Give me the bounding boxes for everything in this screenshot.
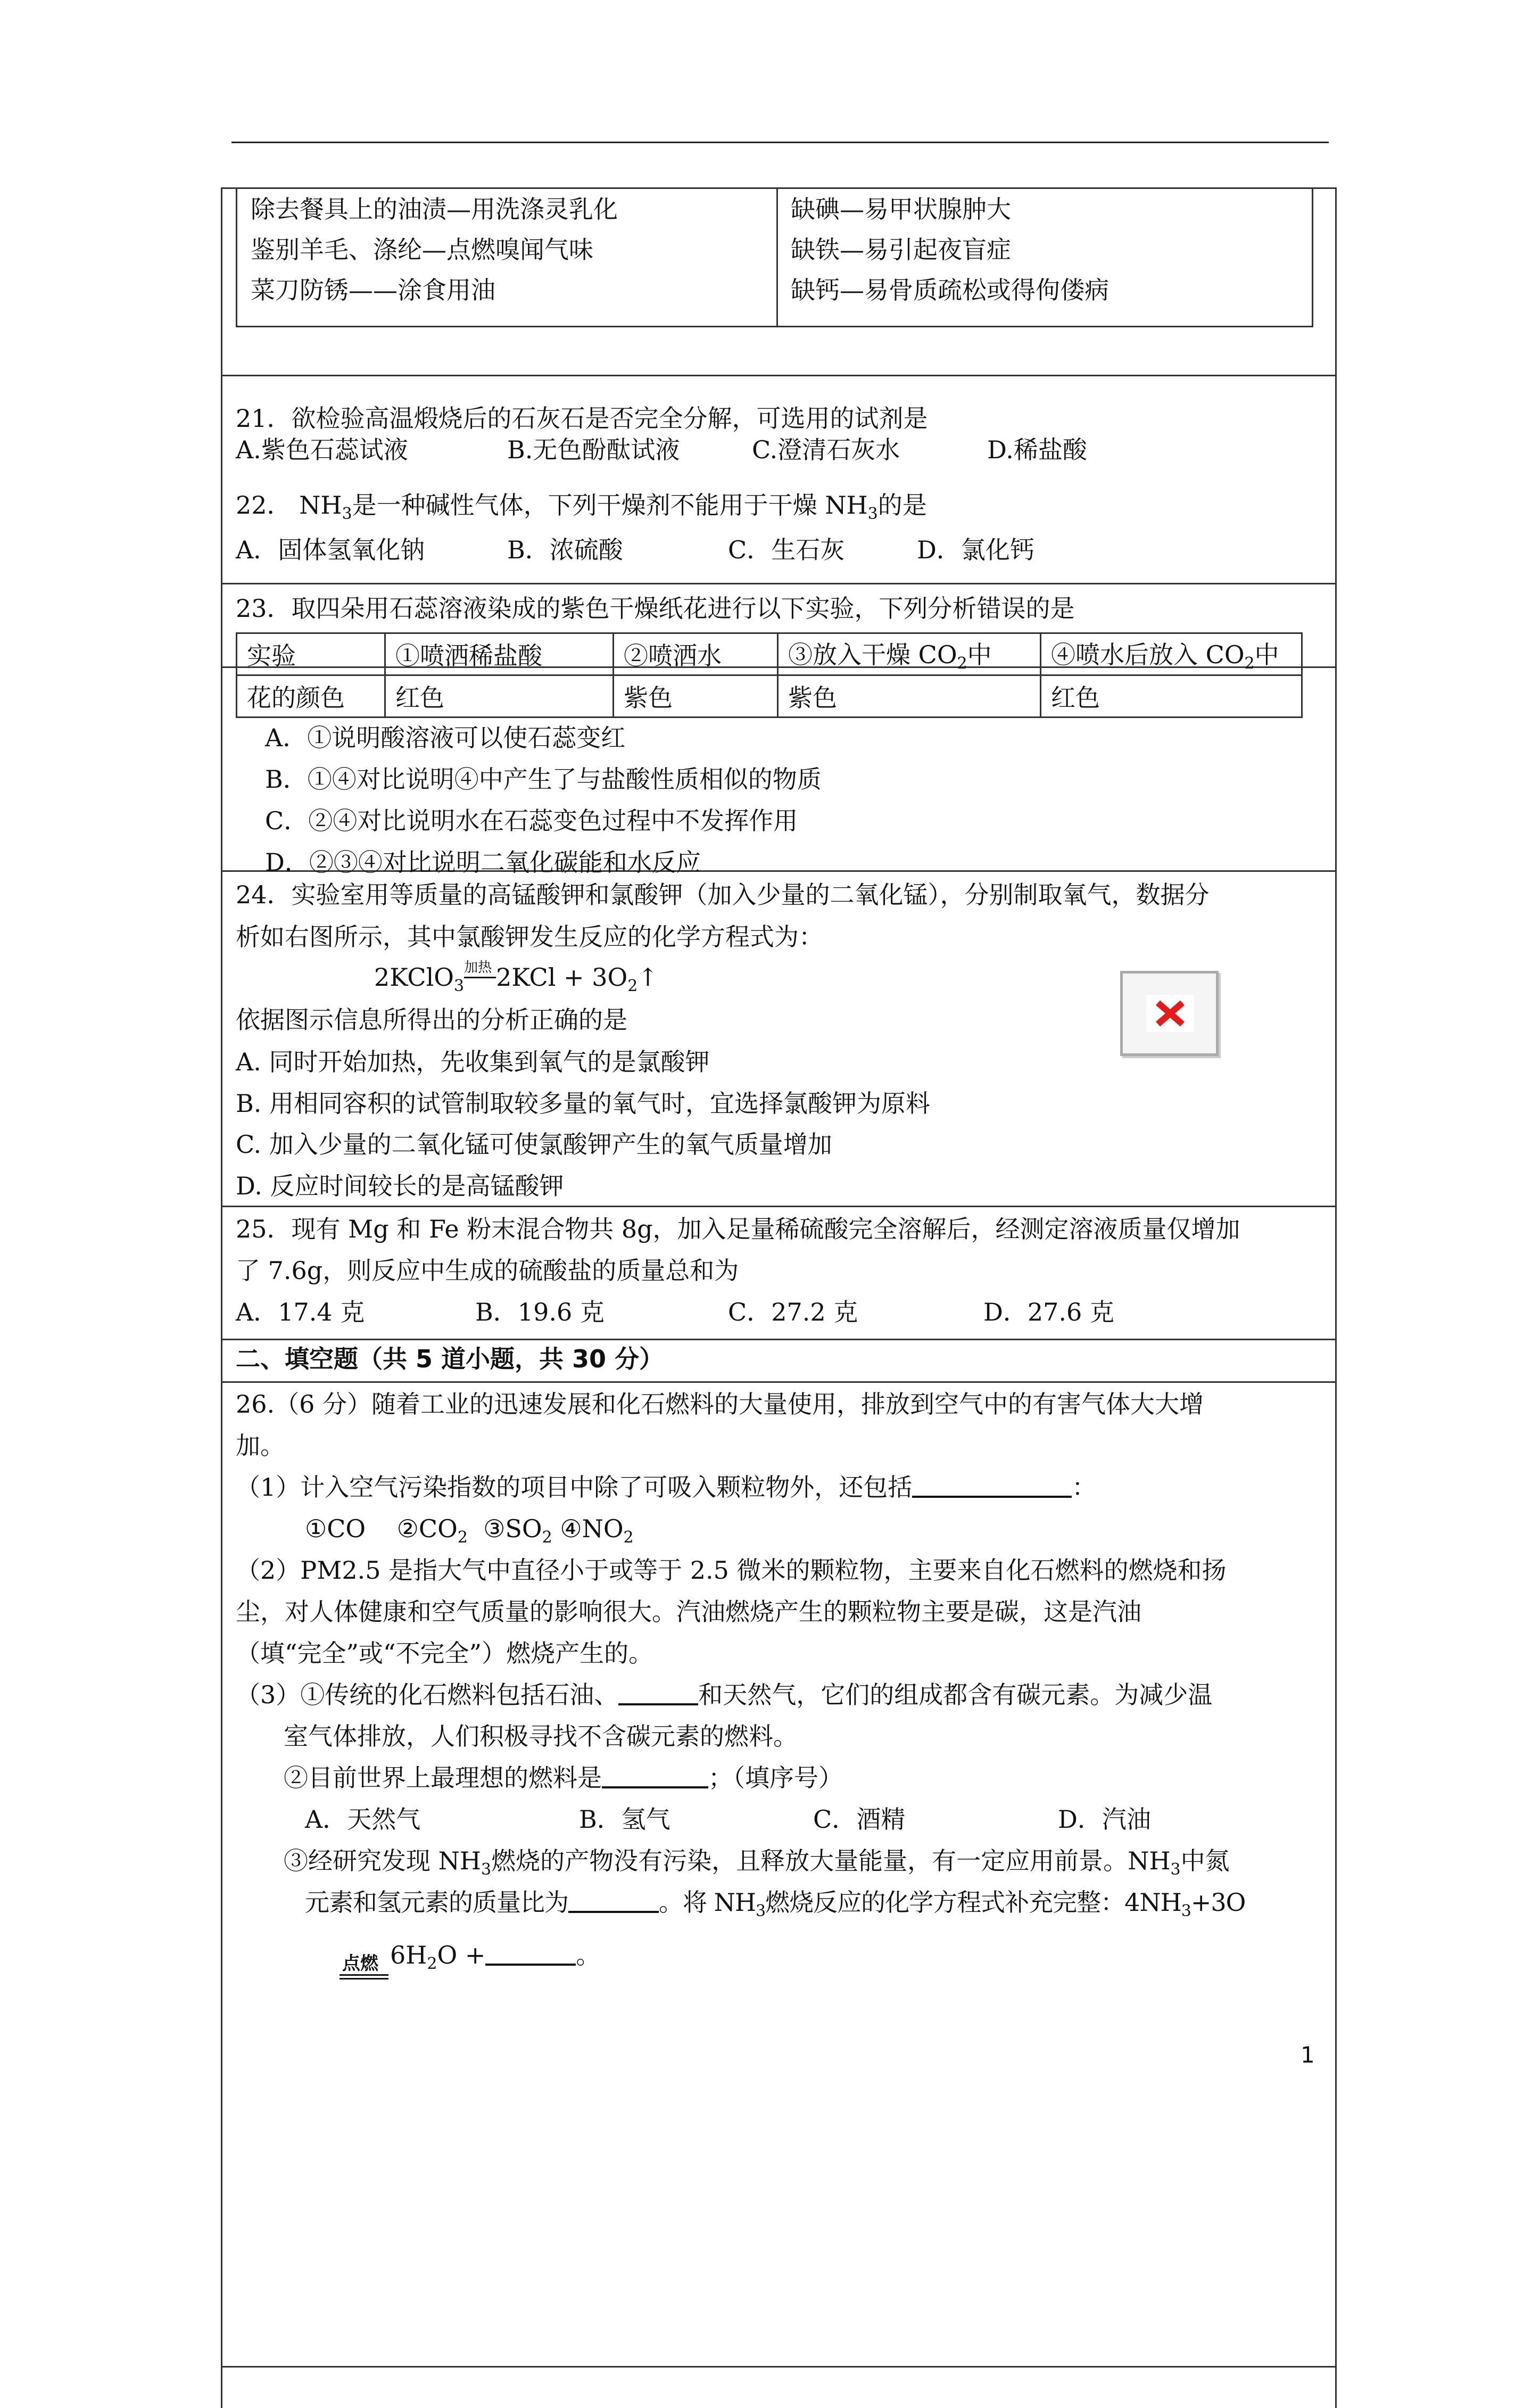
q26-eq-end: 。	[576, 1941, 601, 1969]
q26-part3-option-c: C．酒精	[813, 1805, 906, 1834]
q26-part3-blank-3[interactable]	[568, 1890, 659, 1913]
q24-eq-gas-arrow: ↑	[637, 963, 658, 992]
q24-eq-sub3: 3	[454, 977, 465, 995]
q23-th-4-sub: 2	[1244, 654, 1255, 673]
q23-th-4	[1041, 633, 1302, 675]
inner-box	[236, 189, 1313, 327]
q24-stem-1: 24．实验室用等质量的高锰酸钾和氯酸钾（加入少量的二氧化锰），分别制取氧气，数据分	[236, 880, 1210, 909]
q25-option-d: D．27.6 克	[983, 1298, 1114, 1326]
q24-equation	[374, 962, 658, 1001]
q26-eq-product-b: O +	[437, 1941, 486, 1969]
q22-option-c: C．生石灰	[728, 535, 845, 564]
q26-part3-option-a: A．天然气	[305, 1805, 421, 1834]
q26-part3-option-b: B．氢气	[579, 1805, 670, 1834]
q23-table	[236, 632, 1303, 718]
q22-stem-b: 是一种碱性气体，下列干燥剂不能用于干燥 NH	[352, 491, 868, 519]
q23-option-a: A．①说明酸溶液可以使石蕊变红	[265, 723, 626, 752]
q25-stem-2: 了 7.6g，则反应中生成的硫酸盐的质量总和为	[236, 1256, 739, 1285]
q26-opt-4-sub: 2	[623, 1528, 634, 1547]
q26-part3-line5-b: 。将 NH	[659, 1888, 756, 1917]
q23-th-3-b: 中	[967, 640, 992, 669]
q23-th-4-a: ④喷水后放入 CO	[1051, 640, 1245, 669]
q26-part3-line3-b: ；（填序号）	[708, 1763, 843, 1792]
q25-option-c: C．27.2 克	[728, 1298, 858, 1326]
q26-opt-3: ③SO	[483, 1514, 542, 1543]
q26-part3-line5	[305, 1887, 1245, 1926]
q24-figure-placeholder	[1120, 971, 1219, 1056]
q23-table-color-row	[237, 675, 1302, 718]
q22-stem-c: 的是	[877, 491, 927, 519]
q22-option-d: D．氯化钙	[917, 535, 1034, 564]
q24-option-c: C. 加入少量的二氧化锰可使氯酸钾产生的氧气质量增加	[236, 1130, 832, 1159]
q21-stem: 21．欲检验高温煅烧后的石灰石是否完全分解，可选用的试剂是	[236, 404, 928, 433]
q22-option-b: B．浓硫酸	[507, 535, 623, 564]
q26-part3-line5-sub-2: 3	[1181, 1902, 1191, 1920]
q26-stem-1: 26.（6 分）随着工业的迅速发展和化石燃料的大量使用，排放到空气中的有害气体大大增	[236, 1390, 1204, 1419]
q22-stem	[236, 490, 927, 529]
q26-part3-line1	[236, 1680, 1212, 1710]
q26-part1-options	[305, 1514, 634, 1553]
q26-part3-option-d: D．汽油	[1058, 1805, 1151, 1834]
q23-td-1: 红色	[385, 675, 614, 718]
section-2-title: 二、填空题（共 5 道小题，共 30 分）	[236, 1345, 664, 1373]
q24-eq-sub2: 2	[627, 977, 638, 995]
q26-part3-line2: 室气体排放，人们积极寻找不含碳元素的燃料。	[284, 1722, 798, 1751]
page-number: 1	[1301, 2042, 1315, 2068]
q23-th-experiment: 实验	[237, 633, 385, 675]
row-top-box	[222, 189, 1335, 376]
box-right-line-2: 缺铁—易引起夜盲症	[791, 235, 1011, 264]
q26-part3-line3	[284, 1763, 843, 1793]
inner-divider	[776, 189, 778, 326]
header-rule	[231, 142, 1329, 143]
q26-part1	[236, 1472, 1096, 1502]
q22-sub-1: 3	[342, 505, 352, 523]
q26-eq-blank[interactable]	[485, 1942, 576, 1966]
q23-option-d: D．②③④对比说明二氧化碳能和水反应	[265, 848, 701, 877]
q26-eq-condition: 点燃	[342, 1953, 378, 1974]
q23-table-header-row	[237, 633, 1302, 675]
q24-option-b: B. 用相同容积的试管制取较多量的氧气时，宜选择氯酸钾为原料	[236, 1089, 931, 1118]
question-table	[221, 187, 1337, 2408]
q26-part3-line4-a: ③经研究发现 NH	[284, 1846, 481, 1875]
q23-option-b: B．①④对比说明④中产生了与盐酸性质相似的物质	[265, 765, 822, 794]
q23-th-3-a: ③放入干燥 CO	[788, 640, 957, 669]
q24-option-a: A. 同时开始加热，先收集到氧气的是氯酸钾	[236, 1048, 710, 1076]
box-right-line-1: 缺碘—易甲状腺肿大	[791, 195, 1011, 224]
q24-eq-product: 2KCl + 3O	[496, 963, 628, 992]
q26-part3-line4-b: 燃烧的产物没有污染，且释放大量能量，有一定应用前景。NH	[491, 1846, 1171, 1875]
q26-part3-line4-c: 中氮	[1180, 1846, 1230, 1875]
q21-option-d: D.稀盐酸	[987, 435, 1087, 464]
q26-equation-completion	[340, 1940, 600, 1979]
q26-part3-blank-1[interactable]	[618, 1682, 698, 1705]
q23-th-3-sub: 2	[957, 654, 967, 673]
q23-th-2: ②喷洒水	[614, 633, 778, 675]
q26-opt-2-sub: 2	[457, 1528, 468, 1547]
box-left-line-3: 菜刀防锈——涂食用油	[251, 276, 495, 304]
q21-option-a: A.紫色石蕊试液	[236, 435, 408, 464]
q24-eq-condition: 加热	[464, 960, 492, 976]
q22-option-a: A．固体氢氧化钠	[236, 535, 425, 564]
q23-td-4: 红色	[1041, 675, 1302, 718]
q22-sub-2: 3	[867, 505, 878, 523]
q21-option-c: C.澄清石灰水	[752, 435, 900, 464]
q24-option-d: D. 反应时间较长的是高锰酸钾	[236, 1172, 564, 1200]
q21-option-b: B.无色酚酞试液	[507, 435, 680, 464]
q23-td-2: 紫色	[614, 675, 778, 718]
q26-eq-product-a: 6H	[390, 1941, 427, 1969]
q26-part2-line2: 尘，对人体健康和空气质量的影响很大。汽油燃烧产生的颗粒物主要是碳，这是汽油	[236, 1597, 1141, 1626]
q21-options	[236, 435, 408, 465]
box-right-line-3: 缺钙—易骨质疏松或得佝偻病	[791, 276, 1109, 304]
box-left-line-2: 鉴别羊毛、涤纶—点燃嗅闻气味	[251, 235, 593, 264]
q26-part3-line4-sub-1: 3	[481, 1860, 492, 1879]
q23-td-3: 紫色	[778, 675, 1041, 718]
q26-opt-1: ①CO	[305, 1514, 366, 1543]
q26-part3-line5-c: 燃烧反应的化学方程式补充完整：4NH	[765, 1888, 1181, 1917]
q24-stem-2: 析如右图所示，其中氯酸钾发生反应的化学方程式为：	[236, 922, 823, 951]
q26-part3-line1-a: （3）①传统的化石燃料包括石油、	[236, 1680, 619, 1709]
q23-th-4-b: 中	[1254, 640, 1279, 669]
q23-td-color-label: 花的颜色	[237, 675, 385, 718]
q26-part3-line5-d: +3O	[1190, 1888, 1246, 1917]
broken-image-icon	[1146, 995, 1194, 1032]
q26-opt-2: ②CO	[396, 1514, 458, 1543]
q26-stem-2: 加。	[236, 1431, 285, 1460]
q24-stem-3: 依据图示信息所得出的分析正确的是	[236, 1005, 627, 1034]
q23-th-1: ①喷洒稀盐酸	[385, 633, 614, 675]
q26-part3-line5-sub-1: 3	[756, 1902, 766, 1920]
q26-part3-line3-a: ②目前世界上最理想的燃料是	[284, 1763, 602, 1792]
q26-part3-line4-sub-2: 3	[1170, 1860, 1181, 1879]
q24-eq-yield	[464, 962, 496, 992]
q25-option-b: B．19.6 克	[475, 1298, 605, 1326]
q24-eq-reactant: 2KClO	[374, 963, 454, 992]
q26-opt-3-sub: 2	[542, 1528, 552, 1547]
q23-option-c: C．②④对比说明水在石蕊变色过程中不发挥作用	[265, 806, 798, 835]
q26-part3-line5-a: 元素和氢元素的质量比为	[305, 1888, 568, 1917]
q26-part1-blank[interactable]	[912, 1474, 1072, 1498]
q26-eq-sub: 2	[427, 1955, 437, 1973]
q23-th-3	[778, 633, 1041, 675]
q25-option-a: A．17.4 克	[236, 1298, 365, 1326]
q26-part2-line3: （填“完全”或“不完全”）燃烧产生的。	[236, 1639, 653, 1668]
q22-stem-a: 22． NH	[236, 491, 342, 519]
q26-part1-end: ：	[1072, 1473, 1097, 1502]
q26-part2-line1: （2）PM2.5 是指大气中直径小于或等于 2.5 微米的颗粒物，主要来自化石燃料的燃烧和扬	[236, 1556, 1227, 1585]
q26-part1-text: （1）计入空气污染指数的项目中除了可吸入颗粒物外，还包括	[236, 1473, 913, 1502]
q26-opt-4: ④NO	[560, 1514, 624, 1543]
q26-part3-line4	[284, 1846, 1230, 1885]
box-left-line-1: 除去餐具上的油渍—用洗涤灵乳化	[251, 195, 618, 224]
q26-part3-blank-2[interactable]	[602, 1765, 708, 1788]
q26-part3-line1-b: 和天然气，它们的组成都含有碳元素。为减少温	[698, 1680, 1213, 1709]
q25-stem-1: 25．现有 Mg 和 Fe 粉末混合物共 8g，加入足量稀硫酸完全溶解后，经测定溶液质量仅增加	[236, 1215, 1240, 1243]
q23-stem: 23．取四朵用石蕊溶液染成的紫色干燥纸花进行以下实验，下列分析错误的是	[236, 594, 1075, 623]
